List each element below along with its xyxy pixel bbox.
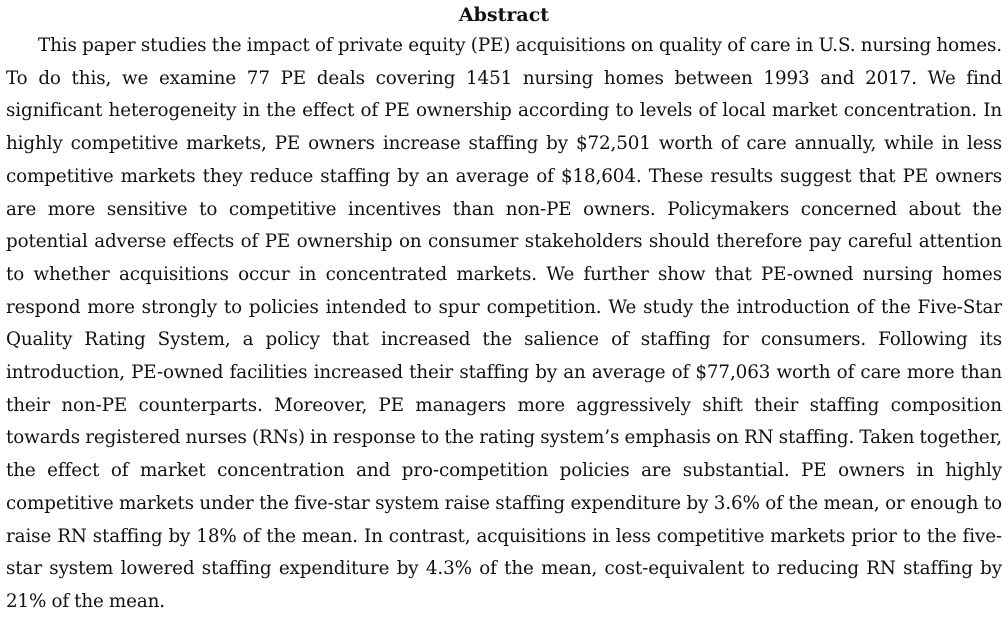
abstract-section bbox=[6, 0, 1002, 619]
abstract-body: This paper studies the impact of private equity (PE) acquisitions on quality of care in U.S. nursing homes. To do this, we examine 77 PE deals covering 1451 nursing homes between 1993 and 2017. We find significant heterogeneity in the effect of PE ownership according to levels of local market concentration. In highly competitive markets, PE owners increase staffing by $72,501 worth of care annually, while in less competitive markets they reduce staffing by an average of $18,604. These results suggest that PE owners are more sensitive to competitive incentives than non-PE owners. Policymakers concerned about the potential adverse effects of PE ownership on consumer stakeholders should therefore pay careful attention to whether acquisitions occur in concentrated markets. We further show that PE-owned nursing homes respond more strongly to policies intended to spur competition. We study the introduction of the Five-Star Quality Rating System, a policy that increased the salience of staffing for consumers. Following its introduction, PE-owned facilities increased their staffing by an average of $77,063 worth of care more than their non-PE counterparts. Moreover, PE managers more aggressively shift their staffing composition towards registered nurses (RNs) in response to the rating system’s emphasis on RN staffing. Taken together, the effect of market concentration and pro-competition policies are substantial. PE owners in highly competitive markets under the five-star system raise staffing expenditure by 3.6% of the mean, or enough to raise RN staffing by 18% of the mean. In contrast, acquisitions in less competitive markets prior to the five-star system lowered staffing expenditure by 4.3% of the mean, cost-equivalent to reducing RN staffing by 21% of the mean. bbox=[6, 35, 1002, 612]
abstract-heading: Abstract bbox=[458, 4, 550, 26]
